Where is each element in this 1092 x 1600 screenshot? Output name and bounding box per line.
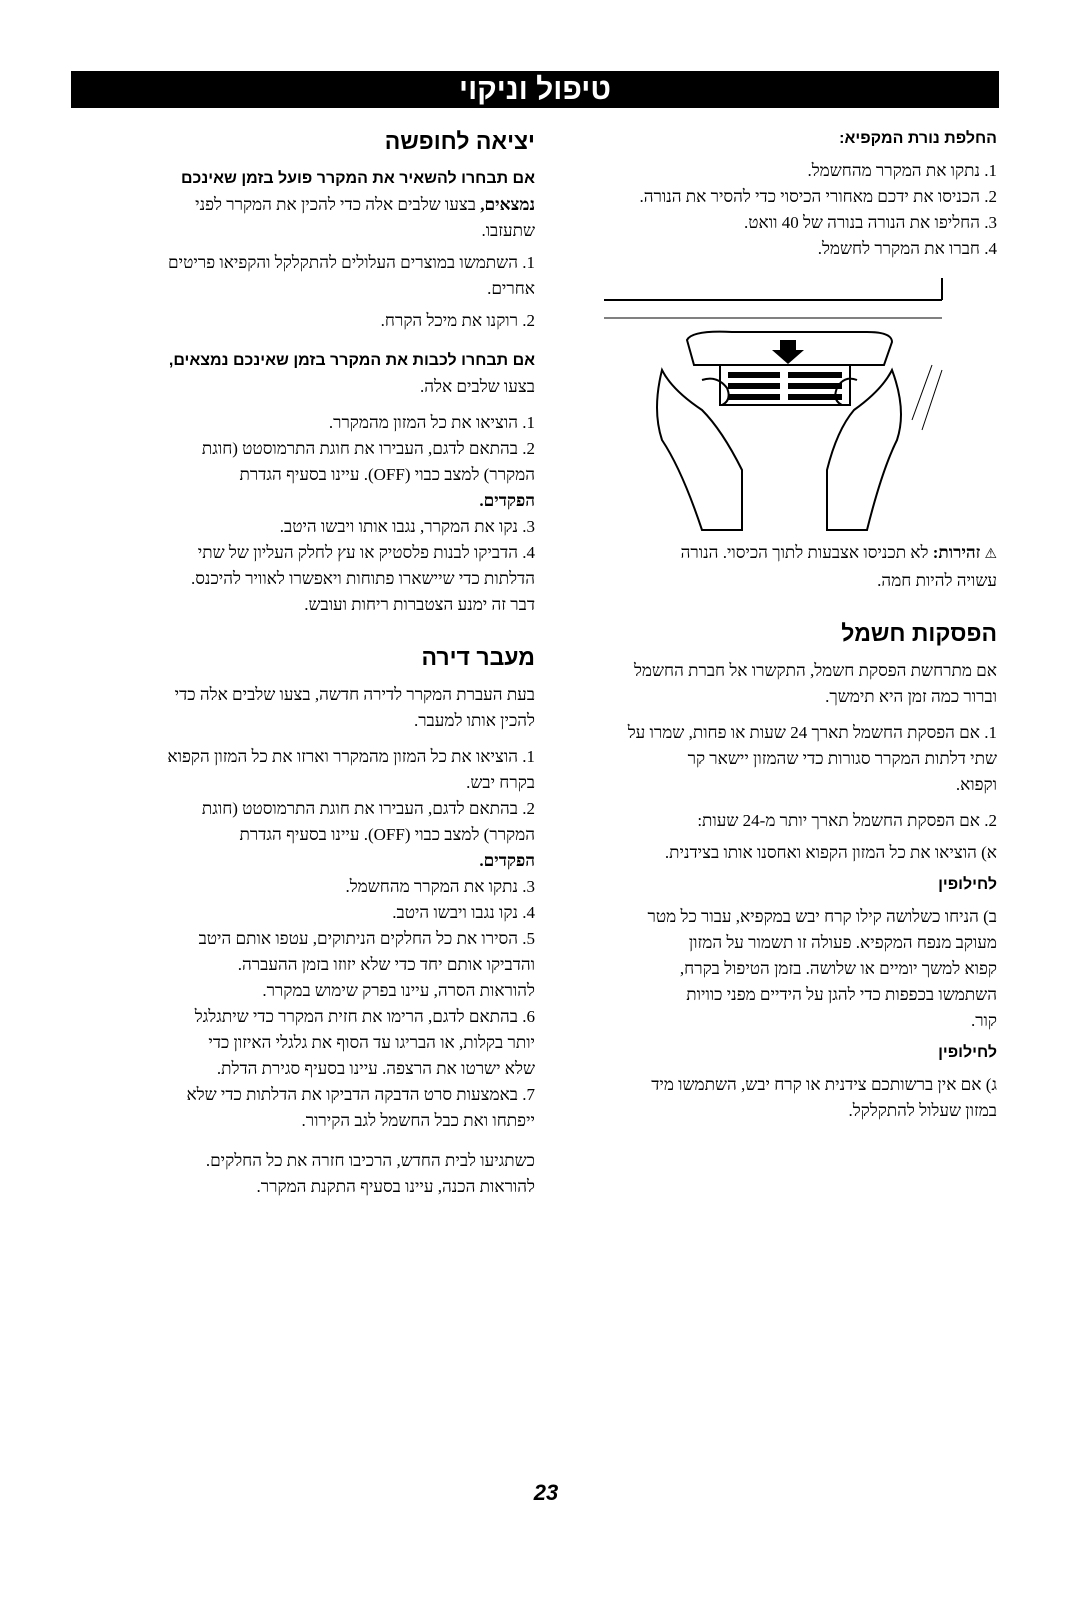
warning-line-1	[565, 540, 997, 568]
moving-step: 6. בהתאם לדגם, הרימו את חזית המקרר כדי שיתגלגל	[194, 1007, 535, 1026]
alternatively-label: לחילופין	[938, 1044, 997, 1061]
bulb-step: 4. חברו את המקרר לחשמל.	[817, 239, 997, 258]
outage-step-2c: במזון שעלול להתקלקל.	[848, 1101, 997, 1120]
right-column-lower	[565, 540, 997, 1124]
moving-step: המקרר) למצב כבוי (OFF). עיינו בסעיף הגדרת	[239, 825, 535, 844]
vacation-step: 2. רוקנו את מיכל הקרח.	[380, 311, 535, 330]
moving-step: הפקדים.	[479, 851, 535, 870]
bulb-replacement-illustration	[592, 270, 952, 535]
power-outage-heading: הפסקות חשמל	[841, 620, 997, 646]
vacation-step: 4. הדביקו לבנות פלסטיק או עץ לחלק העליון של שתי	[197, 543, 535, 562]
moving-outro: להוראות הכנה, עיינו בסעיף התקנת המקרר.	[256, 1177, 535, 1196]
vacation-subheading-1: אם תבחרו להשאיר את המקרר פועל בזמן שאינכם	[181, 170, 535, 187]
outage-step-2b: השתמשו בכפפות כדי להגן על הידיים מפני כוויות	[686, 985, 997, 1004]
outage-step-1: וקפוא.	[955, 775, 997, 794]
page-number: 23	[533, 1480, 559, 1505]
moving-step: יותר בקלות, או הבריגו עד הסוף את גלגלי האיזון כדי	[208, 1033, 535, 1052]
vacation-subheading-1-end: שתעזבו.	[481, 221, 535, 240]
moving-step: שלא ישרטו את הרצפה. עיינו בסעיף סגירת הדלת.	[216, 1059, 535, 1078]
moving-step: 2. בהתאם לדגם, העבירו את חוגת התרמוסטט (חוגת	[201, 799, 535, 818]
moving-step: ייפתחו ואת כבל החשמל לגב הקירור.	[301, 1111, 535, 1130]
moving-intro: בעת העברת המקרר לדירה חדשה, בצעו שלבים אלה כדי	[174, 685, 535, 704]
warning-text: לא תכניסו אצבעות לתוך הכיסוי. הנורה	[680, 543, 929, 562]
vacation-subheading-1-cont	[88, 192, 535, 218]
moving-heading: מעבר דירה	[421, 644, 535, 670]
vacation-step: 2. בהתאם לדגם, העבירו את חוגת התרמוסטט (חוגת	[201, 439, 535, 458]
vacation-step: 1. הוציאו את כל המזון מהמקרר.	[328, 413, 535, 432]
vacation-sub1-bold: נמצאים,	[480, 195, 535, 214]
vacation-step: הדלתות כדי שיישארו פתוחות ויאפשרו לאוויר להיכנס.	[191, 569, 535, 588]
moving-step: בקרח יבש.	[466, 773, 535, 792]
left-column	[88, 126, 535, 1200]
outage-step-2a: א) הוציאו את כל המזון הקפוא ואחסנו אותו בצידנית.	[664, 843, 997, 862]
moving-intro: להכין אותו למעבר.	[413, 711, 535, 730]
outage-step-2: 2. אם הפסקת החשמל תארך יותר מ-24 שעות:	[697, 811, 997, 830]
outage-intro: וברור כמה זמן היא תימשך.	[825, 687, 997, 706]
vacation-step: דבר זה ימנע הצטברות ריחות ועובש.	[304, 595, 535, 614]
vacation-step: 3. נקו את המקרר, נגבו אותו ויבשו היטב.	[279, 517, 535, 536]
moving-step: 7. באמצעות סרט הדבקה הדביקו את הדלתות כדי שלא	[186, 1085, 535, 1104]
page-banner-title: טיפול וניקוי	[71, 71, 999, 108]
warning-triangle-icon: ⚠	[984, 547, 997, 562]
outage-step-2b: קפוא למשך יומיים או שלושה. בזמן הטיפול בקרח,	[679, 959, 997, 978]
warning-line-2: עשויה להיות חמה.	[877, 571, 997, 590]
bulb-heading: החלפת נורת המקפיא:	[839, 130, 997, 147]
vacation-heading: יציאה לחופשה	[384, 128, 535, 154]
vacation-subheading-2-cont: בצעו שלבים אלה.	[420, 377, 535, 396]
moving-step: 3. נתקו את המקרר מהחשמל.	[345, 877, 535, 896]
alternatively-label: לחילופין	[938, 876, 997, 893]
vacation-subheading-2: אם תבחרו לכבות את המקרר בזמן שאינכם נמצאים,	[168, 352, 535, 369]
outage-intro: אם מתרחשת הפסקת חשמל, התקשרו אל חברת החשמל	[633, 661, 997, 680]
vacation-step: 1. השתמשו במוצרים העלולים להתקלקל והקפיאו פריטים	[168, 253, 535, 272]
bulb-step: 3. החליפו את הנורה בנורה של 40 וואט.	[744, 213, 997, 232]
outage-step-1: 1. אם הפסקת החשמל תארך 24 שעות או פחות, שמרו על	[627, 723, 997, 742]
outage-step-2c: ג) אם אין ברשותכם צידנית או קרח יבש, השתמשו מיד	[651, 1075, 997, 1094]
outage-step-2b: קור.	[970, 1011, 997, 1030]
outage-step-1: שתי דלתות המקרר סגורות כדי שהמזון יישאר קר	[687, 749, 997, 768]
moving-step: והדביקו אותם יחד כדי שלא יזוזו בזמן ההעברה.	[237, 955, 535, 974]
bulb-step: 2. הכניסו את ידכם מאחורי הכיסוי כדי להסיר את הנורה.	[639, 187, 997, 206]
moving-step: 4. נקו נגבו ויבשו היטב.	[392, 903, 535, 922]
vacation-step: המקרר) למצב כבוי (OFF). עיינו בסעיף הגדרת	[239, 465, 535, 484]
moving-outro: כשתגיעו לבית החדש, הרכיבו חזרה את כל החלקים.	[205, 1151, 535, 1170]
moving-step: 1. הוציאו את כל המזון מהמקרר וארזו את כל המזון הקפוא	[167, 747, 535, 766]
warning-label: זהירות:	[932, 543, 981, 562]
bulb-step: 1. נתקו את המקרר מהחשמל.	[807, 161, 997, 180]
right-column	[565, 126, 997, 262]
moving-step: להוראות הסרה, עיינו בפרק שימוש במקרר.	[262, 981, 535, 1000]
outage-step-2b: מעוקב מנפח המקפיא. פעולה זו תשמור על המזון	[688, 933, 997, 952]
outage-step-2b: ב) הניחו כשלושה קילו קרח יבש במקפיא, עבור כל מטר	[647, 907, 997, 926]
moving-step: 5. הסירו את כל החלקים הניתוקים, עטפו אותם היטב	[198, 929, 535, 948]
vacation-sub1-rest: בצעו שלבים אלה כדי להכין את המקרר לפני	[195, 195, 476, 214]
vacation-step: אחרים.	[487, 279, 535, 298]
vacation-step: הפקדים.	[479, 491, 535, 510]
